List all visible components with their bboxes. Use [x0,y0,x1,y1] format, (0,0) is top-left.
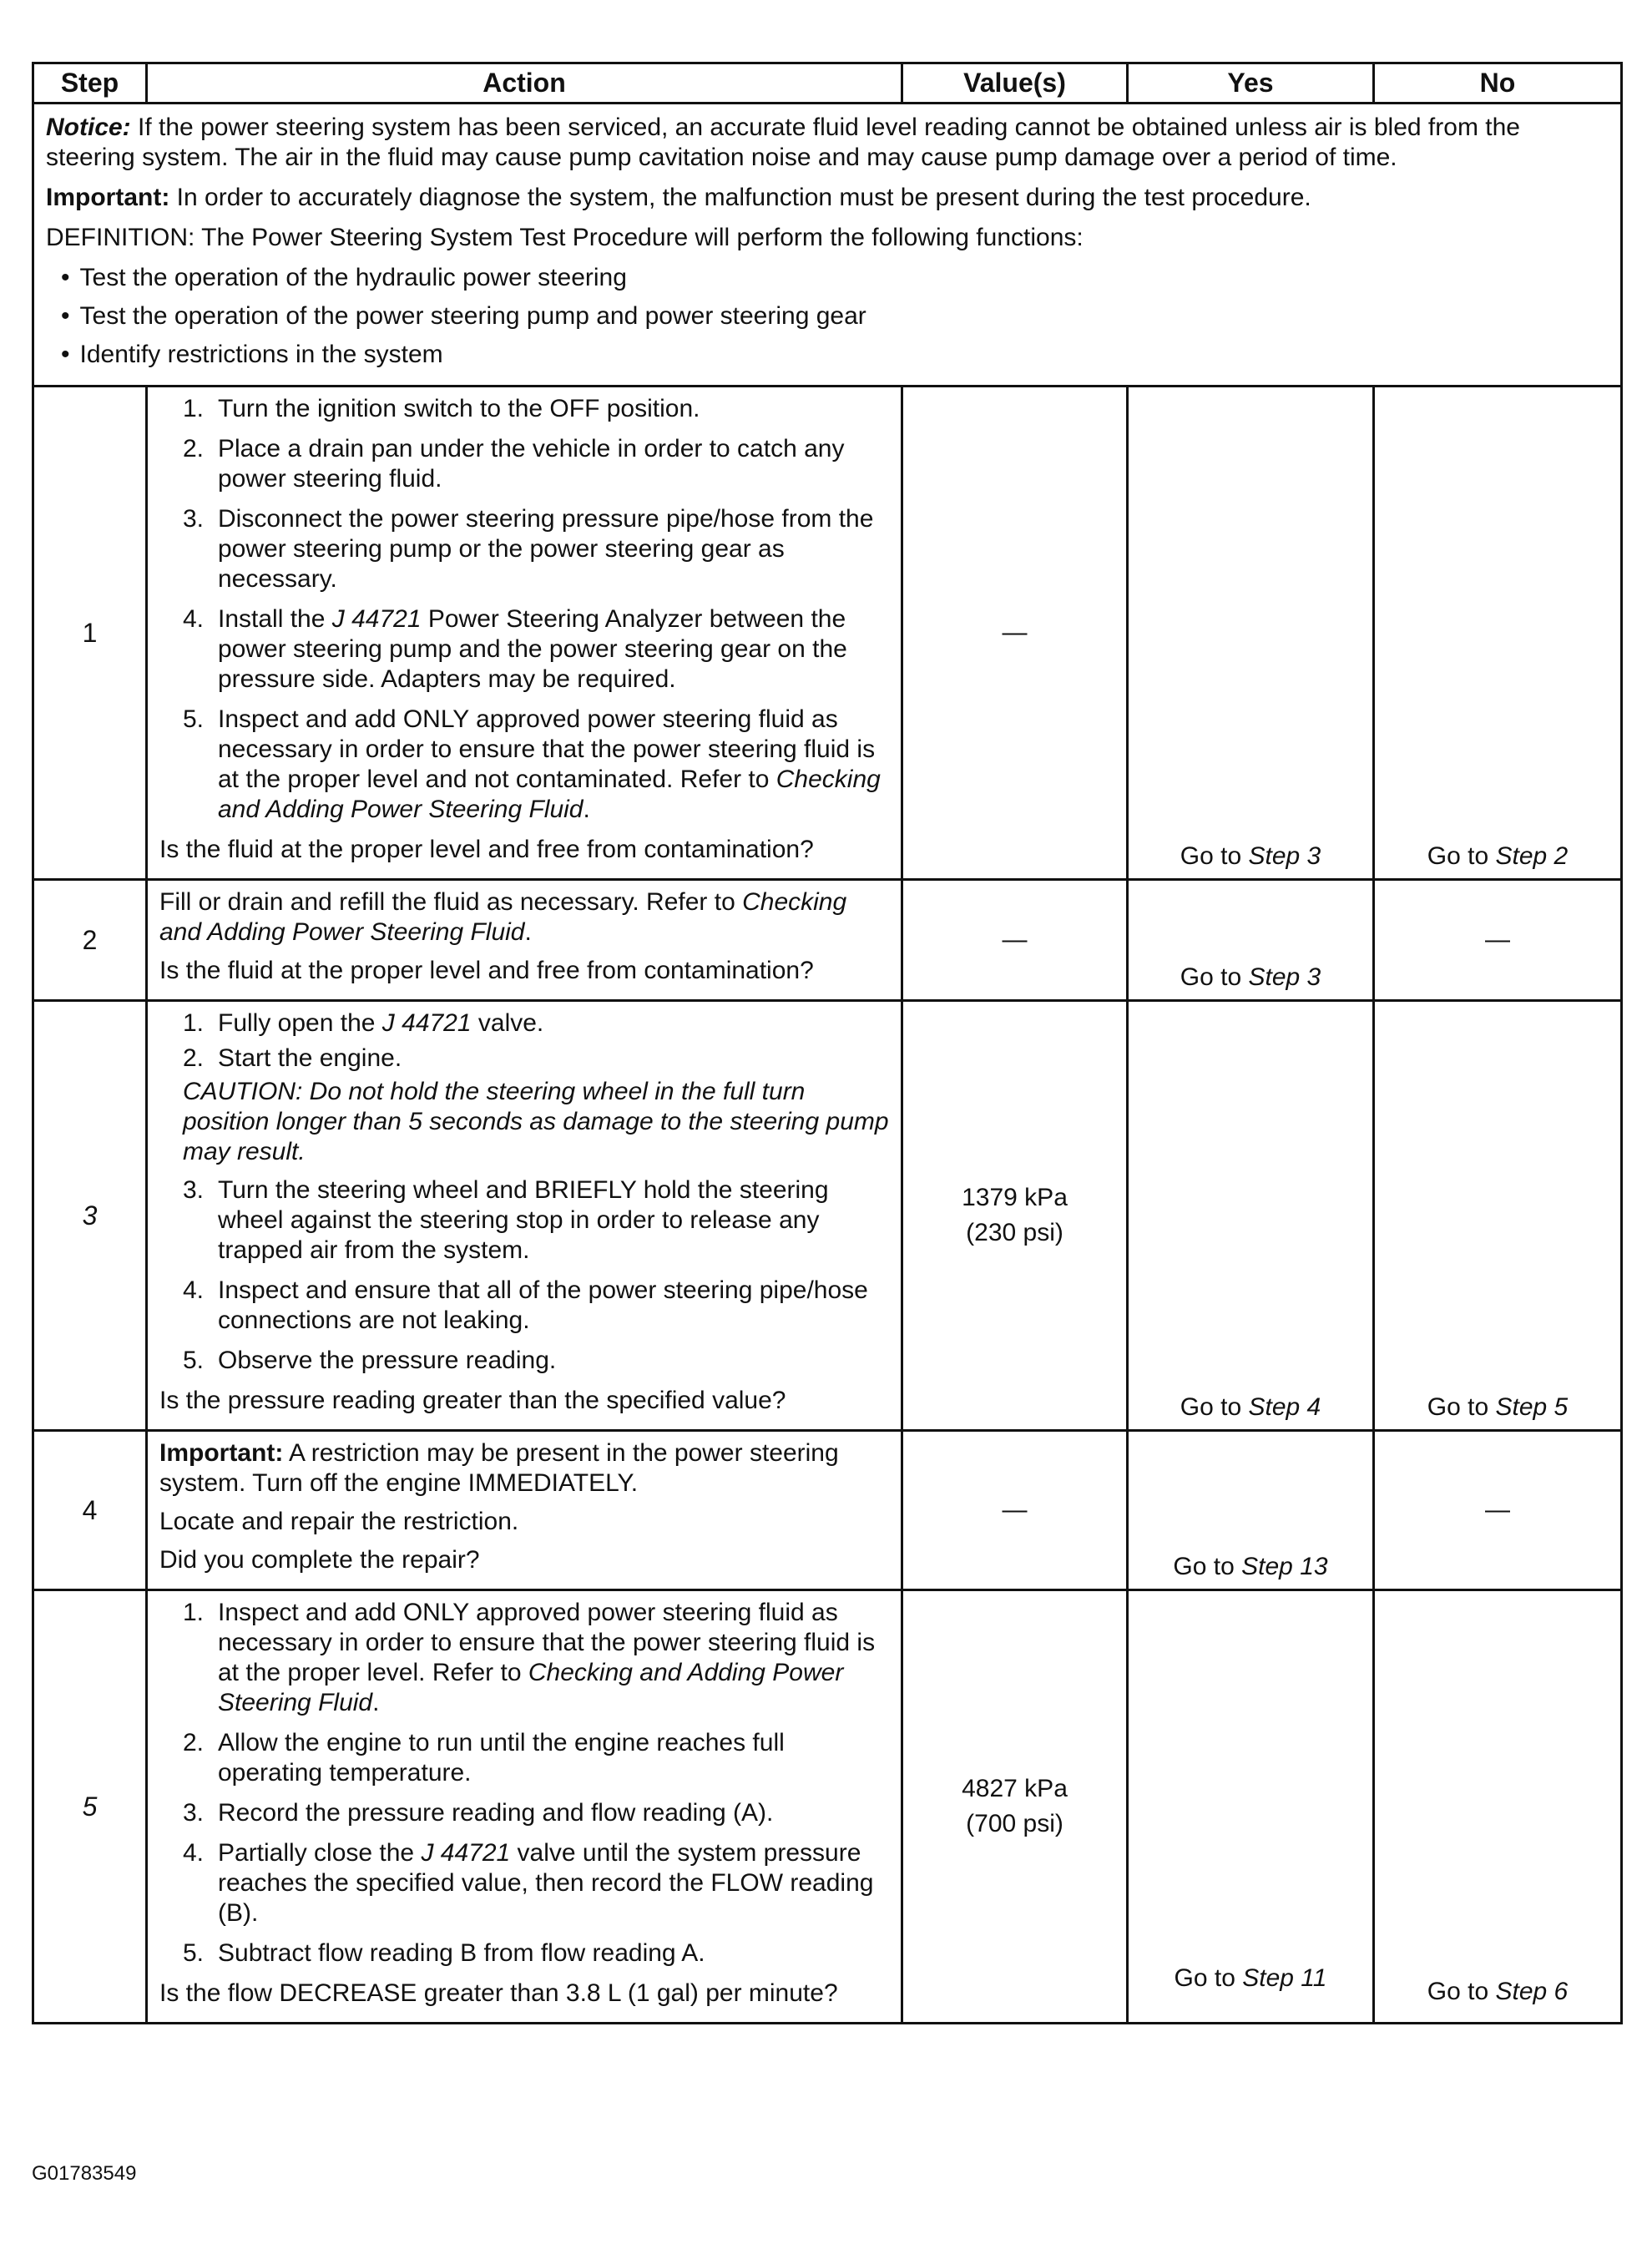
step-yes [1128,1590,1374,2024]
action-list [159,1175,891,1376]
value-psi: (700 psi) [966,1810,1063,1837]
goto-step-link[interactable]: Step 3 [1248,963,1321,991]
action-item [159,1044,891,1074]
notice-row [33,104,1622,387]
step-action [147,1590,902,2024]
item-text: Observe the pressure reading. [218,1347,557,1374]
goto-step-link[interactable]: Step 2 [1495,842,1569,870]
item-number: 3. [183,1799,205,1827]
step-value: — [902,1431,1128,1590]
tool-ref: J 44721 [421,1839,511,1867]
step-question: Did you complete the repair? [159,1546,480,1574]
step-row-1 [33,387,1622,880]
step-no: — [1374,880,1622,1001]
action-item [159,1938,891,1969]
action-list [159,1008,891,1074]
step-yes [1128,880,1374,1001]
figure-id: G01783549 [32,2162,137,2185]
action-item [159,1346,891,1376]
definition-bullet: • Test the operation of the hydraulic power steering [61,263,1609,293]
header-values: Value(s) [902,63,1128,104]
notice-text: If the power steering system has been serviced, an accurate fluid level reading cannot be obtained unless air is bled from the steering system. The air in the fluid may cause pump cavitation noise and may cause pump damage over a period of time. [46,114,1520,171]
header-step: Step [33,63,147,104]
action-item [159,1175,891,1266]
item-text: Subtract flow reading B from flow reading A. [218,1939,705,1967]
item-text: Fill or drain and refill the fluid as necessary. Refer to [159,888,743,916]
step-number: 3 [33,1001,147,1431]
item-text: . [372,1689,380,1716]
definition-bullet: • Identify restrictions in the system [61,340,1609,370]
step-no [1374,1001,1622,1431]
step-action [147,387,902,880]
goto-step-link[interactable]: Step 6 [1495,1978,1569,2005]
item-text: Inspect and add ONLY approved power steering fluid as necessary in order to ensure that the power steering fluid is at the proper level. Refer to [218,1599,876,1686]
action-list [159,394,891,825]
step-row-4 [33,1431,1622,1590]
item-number: 4. [183,1276,205,1304]
doc-ref: Checking and Adding Power Steering Fluid [218,766,881,823]
step-value: — [902,387,1128,880]
item-text: Power Steering Analyzer between the power steering pump and the power steering gear on the pressure side. Adapters may be required. [218,605,847,693]
value-kpa: 4827 kPa [962,1775,1068,1802]
tool-ref: J 44721 [381,1009,472,1037]
header-yes: Yes [1128,63,1374,104]
item-text: Disconnect the power steering pressure pipe/hose from the power steering pump or the power steering gear as necessary. [218,505,874,593]
step-row-2 [33,880,1622,1001]
action-item [159,1008,891,1039]
step-value [902,1001,1128,1431]
definition-bullet: • Test the operation of the power steering pump and power steering gear [61,301,1609,331]
item-number: 2. [183,1044,205,1072]
item-text: Record the pressure reading and flow reading (A). [218,1799,774,1827]
goto-step-link[interactable]: Step 3 [1248,842,1321,870]
goto-step-link[interactable]: Step 13 [1241,1553,1328,1580]
item-text: Install the [218,605,332,633]
step-no: — [1374,1431,1622,1590]
goto-text: Go to [1173,1553,1242,1580]
action-item [159,1838,891,1928]
item-text: . [583,796,590,823]
item-text: Turn the steering wheel and BRIEFLY hold the steering wheel against the steering stop in order to release any trapped air from the system. [218,1176,829,1264]
item-text: valve. [471,1009,544,1037]
item-number: 2. [183,435,205,462]
step-question: Is the fluid at the proper level and free from contamination? [159,957,814,984]
goto-text: Go to [1174,1964,1243,1992]
notice-cell [33,104,1622,387]
tool-ref: J 44721 [331,605,422,633]
action-list [159,1598,891,1969]
step-number: 2 [33,880,147,1001]
step-yes [1128,387,1374,880]
item-number: 5. [183,1347,205,1374]
item-text: Partially close the [218,1839,422,1867]
value-kpa: 1379 kPa [962,1184,1068,1211]
item-number: 3. [183,505,205,533]
goto-text: Go to [1180,963,1249,991]
item-text: Fully open the [218,1009,382,1037]
item-text: Inspect and add ONLY approved power steering fluid as necessary in order to ensure that the power steering fluid is at the proper level and not contaminated. Refer to [218,705,876,793]
item-text: . [524,918,532,946]
caution-text: CAUTION: Do not hold the steering wheel in the full turn position longer than 5 seconds as damage to the steering pump may result. [183,1078,889,1165]
action-item [159,394,891,424]
important-label: Important: [46,184,170,211]
item-number: 4. [183,605,205,633]
step-number: 4 [33,1431,147,1590]
notice-label: Notice: [46,114,131,141]
action-text [159,887,891,948]
action-item [159,434,891,494]
item-text: Place a drain pan under the vehicle in order to catch any power steering fluid. [218,435,845,493]
goto-text: Go to [1427,842,1496,870]
header-row [33,63,1622,104]
item-number: 4. [183,1839,205,1867]
step-question: Is the flow DECREASE greater than 3.8 L (1 gal) per minute? [159,1979,838,2007]
goto-text: Go to [1427,1393,1496,1421]
step-no [1374,1590,1622,2024]
step-value [902,1590,1128,2024]
definition-text: DEFINITION: The Power Steering System Test Procedure will perform the following functions: [46,224,1084,251]
step-action [147,1001,902,1431]
step-row-5 [33,1590,1622,2024]
important-text: A restriction may be present in the power steering system. Turn off the engine IMMEDIATELY. [159,1439,839,1497]
action-item [159,705,891,825]
action-text: Locate and repair the restriction. [159,1508,519,1535]
step-question: Is the fluid at the proper level and free from contamination? [159,836,814,863]
item-text: valve until the system pressure reaches the specified value, then record the FLOW reading (B). [218,1839,874,1927]
important-paragraph [159,1438,891,1498]
action-item [159,1728,891,1788]
goto-text: Go to [1180,842,1249,870]
goto-text: Go to [1427,1978,1496,2005]
goto-step-link[interactable]: Step 5 [1495,1393,1569,1421]
goto-text: Go to [1180,1393,1249,1421]
step-number: 5 [33,1590,147,2024]
action-item [159,1276,891,1336]
step-value: — [902,880,1128,1001]
important-label: Important: [159,1439,284,1467]
step-no [1374,387,1622,880]
header-no: No [1374,63,1622,104]
notice-paragraph [46,113,1609,173]
item-number: 2. [183,1729,205,1756]
action-item [159,1798,891,1828]
value-psi: (230 psi) [966,1219,1063,1246]
definition-list [61,263,1609,370]
diagnostic-table [32,62,1623,2024]
diagnostic-table-sheet [32,62,1620,2024]
doc-ref: Checking and Adding Power Steering Fluid [218,1659,844,1716]
item-text: Start the engine. [218,1044,402,1072]
step-number: 1 [33,387,147,880]
step-action [147,1431,902,1590]
step-question: Is the pressure reading greater than the specified value? [159,1387,786,1414]
item-number: 5. [183,705,205,733]
item-number: 3. [183,1176,205,1204]
item-text: Turn the ignition switch to the OFF position. [218,395,700,422]
header-action: Action [147,63,902,104]
action-item [159,1598,891,1718]
item-number: 1. [183,1599,205,1626]
important-text: In order to accurately diagnose the system, the malfunction must be present during the test procedure. [169,184,1311,211]
doc-ref: Checking and Adding Power Steering Fluid [159,888,847,946]
item-text: Allow the engine to run until the engine reaches full operating temperature. [218,1729,785,1787]
item-number: 5. [183,1939,205,1967]
step-yes [1128,1001,1374,1431]
step-action [147,880,902,1001]
step-yes [1128,1431,1374,1590]
item-number: 1. [183,1009,205,1037]
item-text: Inspect and ensure that all of the power steering pipe/hose connections are not leaking. [218,1276,868,1334]
item-number: 1. [183,395,205,422]
action-item [159,504,891,594]
step-row-3 [33,1001,1622,1431]
action-item [159,604,891,695]
goto-step-link[interactable]: Step 4 [1248,1393,1321,1421]
important-paragraph [46,183,1609,213]
goto-step-link[interactable]: Step 11 [1242,1964,1327,1992]
